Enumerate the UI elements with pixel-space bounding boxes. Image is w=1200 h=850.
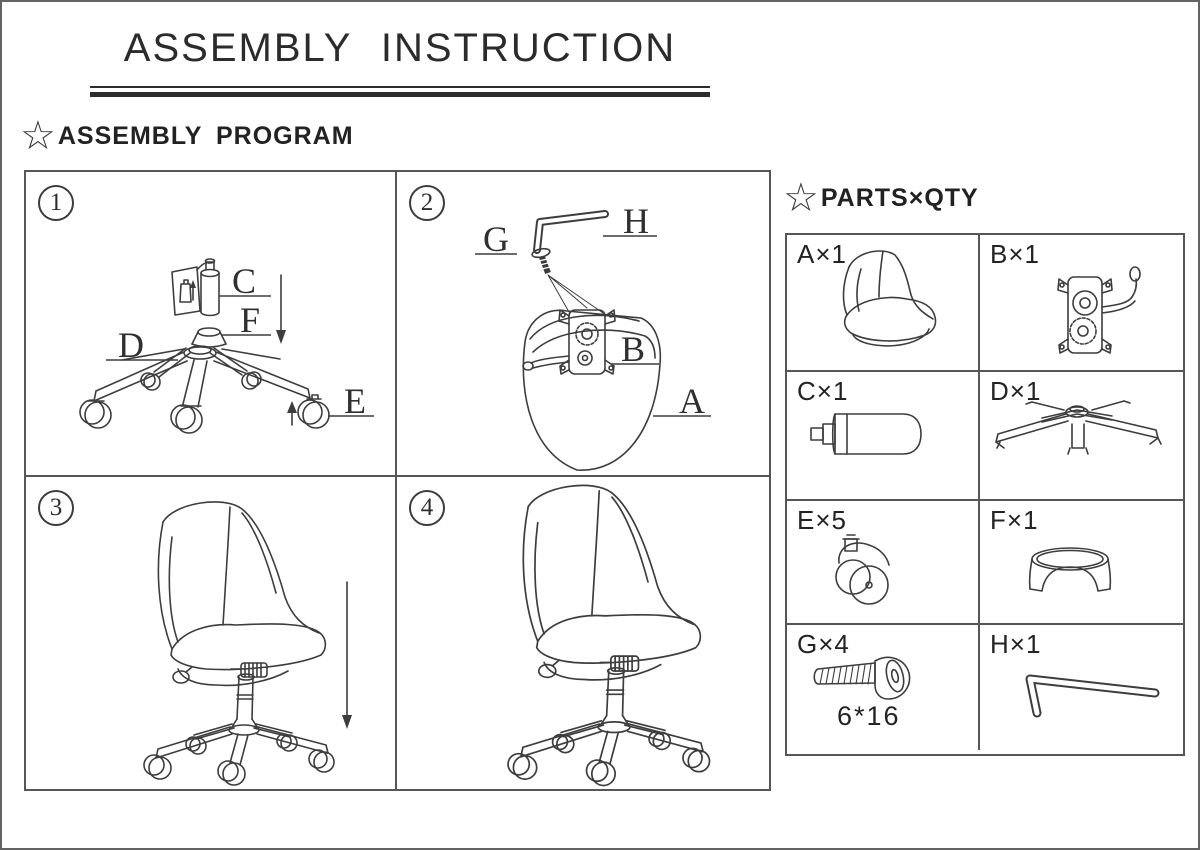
part-cell-c <box>787 372 980 501</box>
part-f-drawing <box>980 501 1183 628</box>
chair-drawing <box>144 502 334 785</box>
part-b-drawing <box>980 235 1183 372</box>
step-3-number: 3 <box>49 494 63 521</box>
part-a-drawing <box>787 235 980 372</box>
step-panel-1 <box>26 172 397 477</box>
part-cell-f <box>980 501 1183 625</box>
cone-cover-drawing <box>192 328 226 347</box>
star-icon: ☆ <box>20 114 56 158</box>
allen-key-drawing <box>537 214 605 250</box>
allen-key-drawing <box>1030 679 1155 713</box>
step-2-diagram <box>397 172 769 477</box>
step1-label-c: C <box>232 261 257 301</box>
assembly-program-heading-text: ASSEMBLY PROGRAM <box>57 121 354 150</box>
step-4-diagram <box>397 477 769 789</box>
down-arrow <box>276 275 286 344</box>
parts-qty-heading <box>783 176 979 220</box>
part-cell-a <box>787 235 980 372</box>
step-3-diagram <box>26 477 397 789</box>
title-rule-thick <box>90 92 710 97</box>
title-rule-thin <box>90 86 710 88</box>
part-cell-e <box>787 501 980 625</box>
caster-drawing <box>298 395 329 428</box>
part-cell-g <box>787 625 980 750</box>
part-e-drawing <box>787 501 980 628</box>
step1-label-e: E <box>344 381 366 421</box>
step-1-diagram <box>26 172 397 477</box>
part-cell-d <box>980 372 1183 501</box>
part-b-label: B×1 <box>990 239 1040 269</box>
part-d-drawing <box>980 372 1183 499</box>
assembly-program-heading <box>20 114 354 158</box>
part-cell-b <box>980 235 1183 372</box>
bolt-drawing <box>531 247 550 273</box>
part-h-drawing <box>980 625 1183 750</box>
step-panel-2 <box>397 172 769 477</box>
part-h-label: H×1 <box>990 629 1042 659</box>
base-drawing <box>80 346 310 433</box>
parts-qty-heading-text: PARTS×QTY <box>820 183 979 212</box>
step1-label-d: D <box>118 325 144 365</box>
part-a-label: A×1 <box>797 239 847 269</box>
part-c-label: C×1 <box>797 376 849 406</box>
star-icon: ☆ <box>783 176 819 220</box>
page-title: ASSEMBLY INSTRUCTION <box>123 26 677 70</box>
step-panel-3 <box>26 477 397 789</box>
down-arrow <box>342 582 352 729</box>
step2-label-a: A <box>679 381 705 421</box>
chair-drawing <box>508 485 709 785</box>
part-e-label: E×5 <box>797 505 847 535</box>
part-cell-h <box>980 625 1183 750</box>
part-d-label: D×1 <box>990 376 1042 406</box>
gas-lift-drawing <box>201 259 219 316</box>
step-panel-4 <box>397 477 769 789</box>
parts-table <box>785 233 1185 756</box>
step2-label-g: G <box>483 219 509 259</box>
step-4-number: 4 <box>420 494 434 521</box>
up-arrow <box>287 401 297 425</box>
part-f-label: F×1 <box>990 505 1039 535</box>
step-2-number: 2 <box>420 189 434 216</box>
step-1-number: 1 <box>49 189 63 216</box>
part-g-size-note: 6*16 <box>837 701 901 731</box>
step2-label-b: B <box>621 329 646 369</box>
part-g-label: G×4 <box>797 629 850 659</box>
step1-label-f: F <box>240 300 261 340</box>
assembly-steps-grid <box>24 170 771 791</box>
step2-label-h: H <box>623 201 649 241</box>
part-c-drawing <box>787 372 980 499</box>
